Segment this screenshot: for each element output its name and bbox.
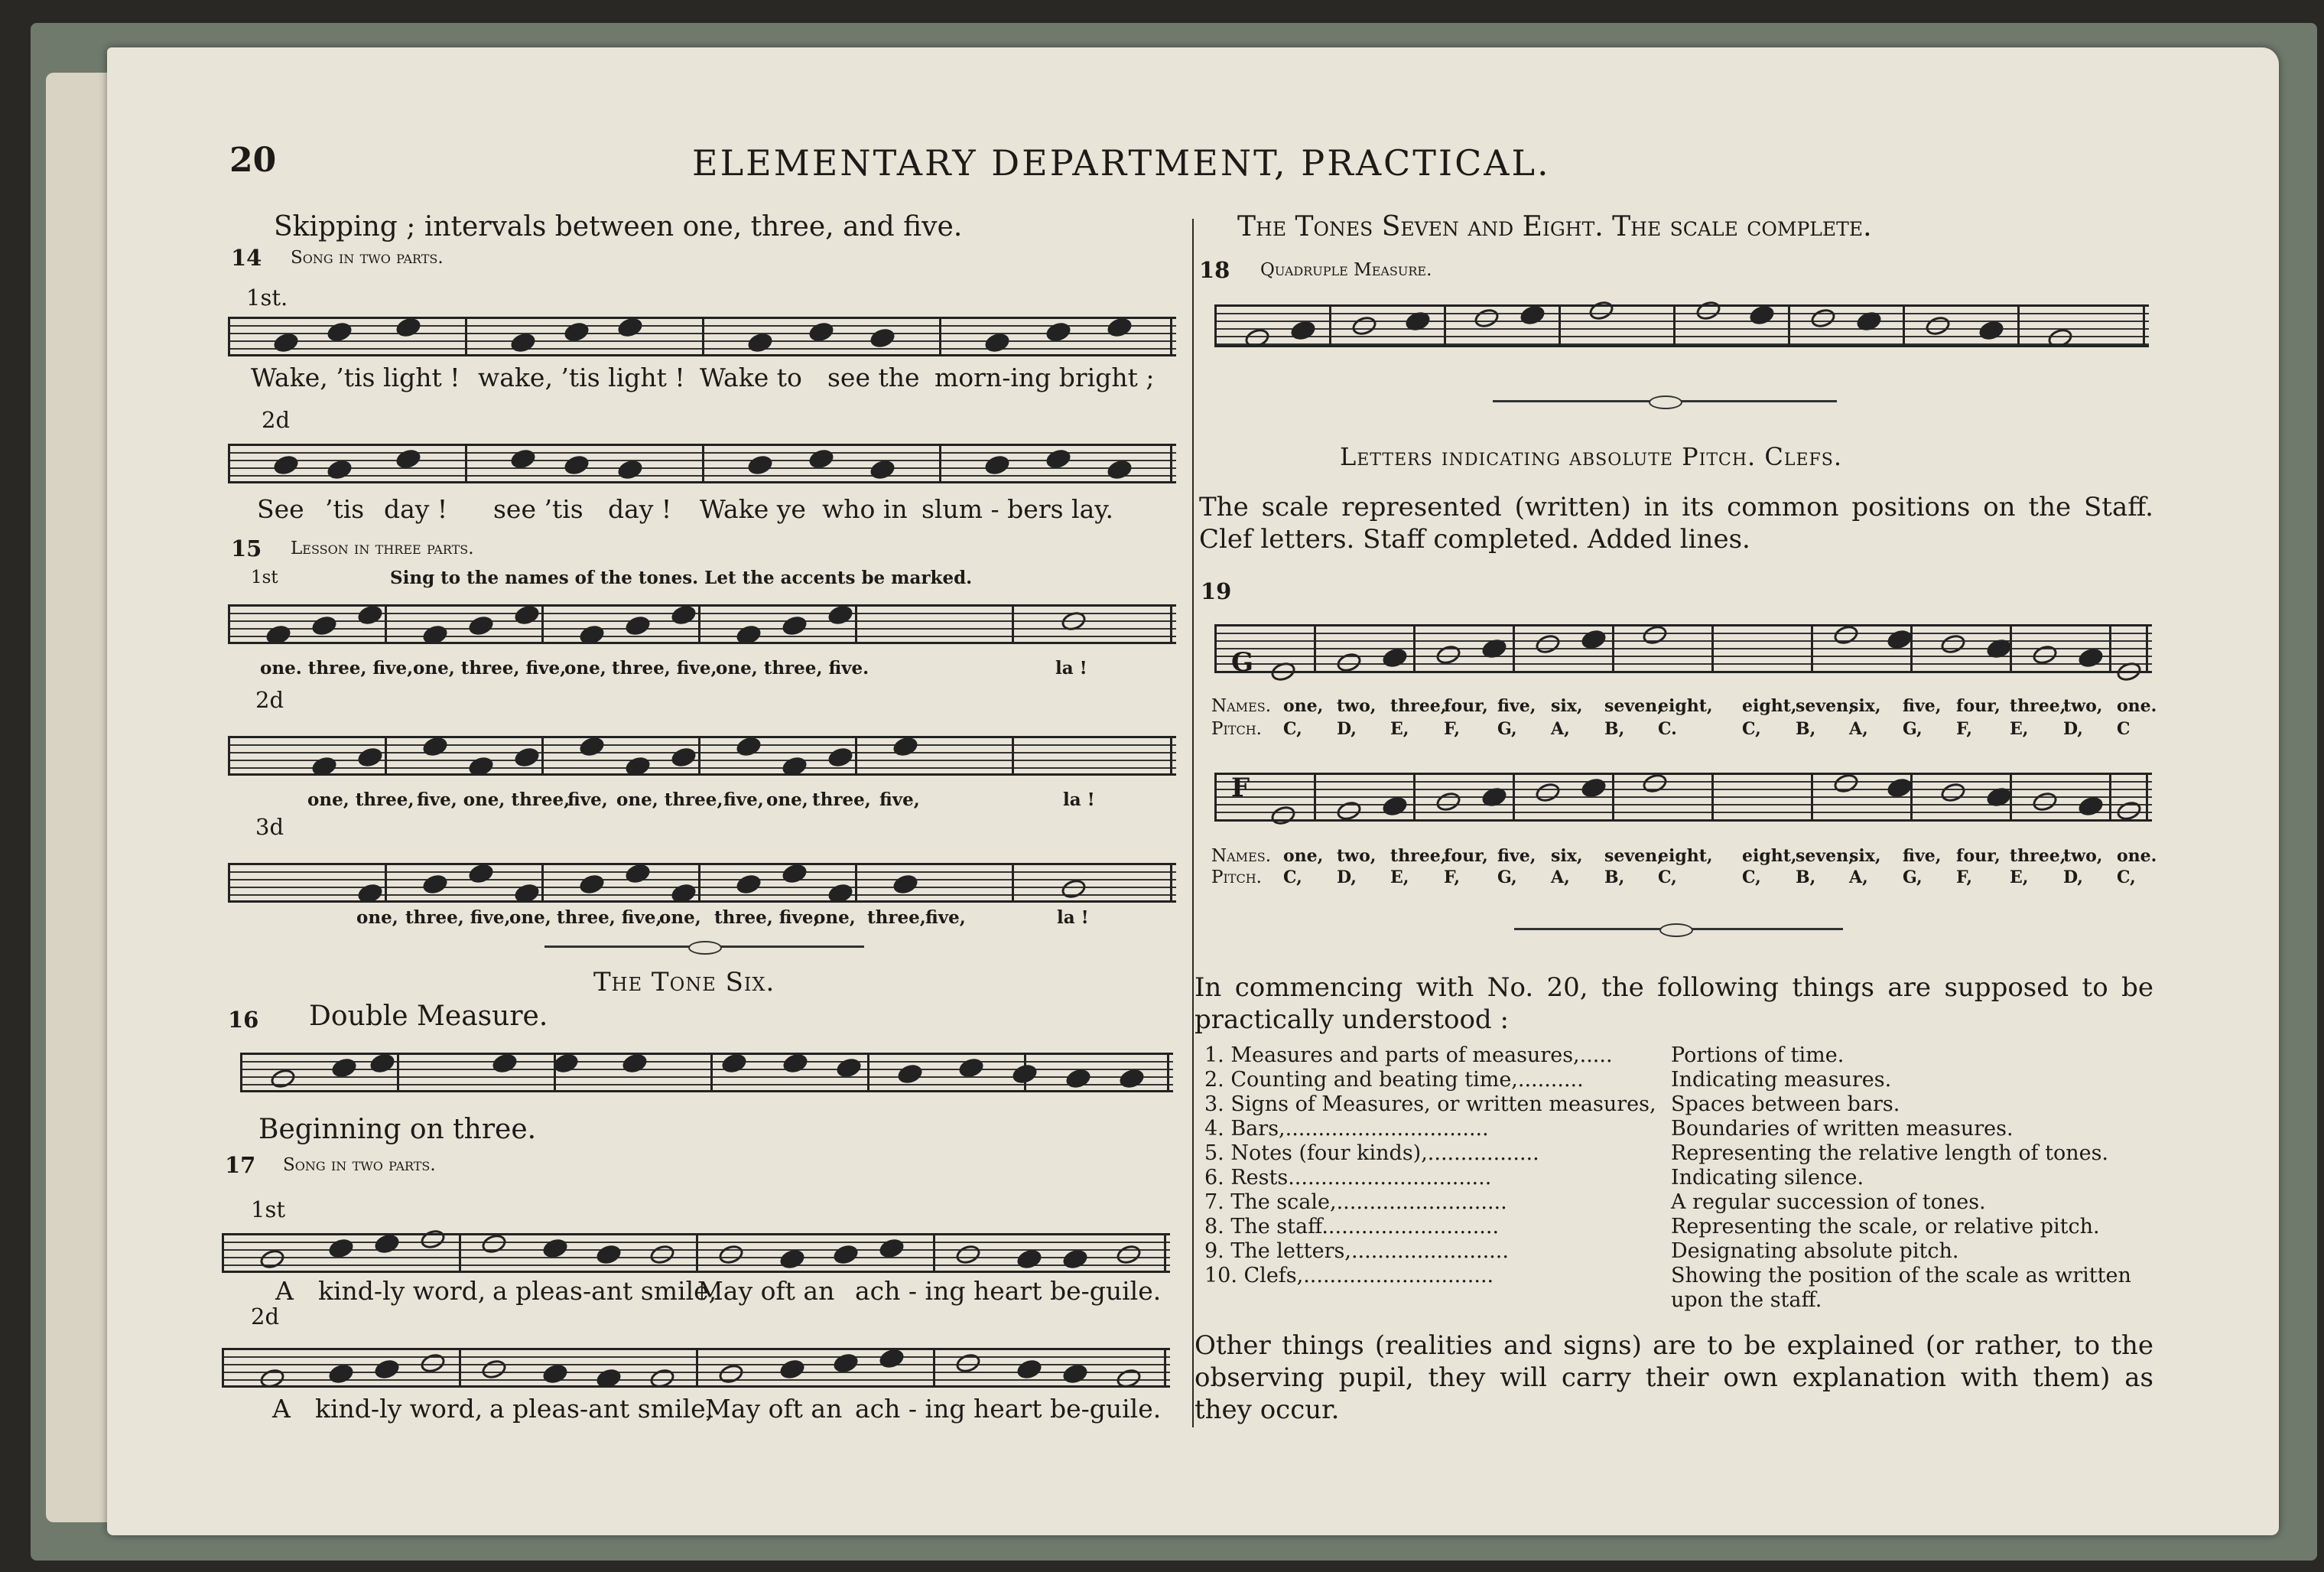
tone-name: seven, <box>1604 696 1663 716</box>
list-item-term: 2. Counting and beating time,.......... <box>1204 1068 1584 1092</box>
part-label-15-3d: 3d <box>255 814 284 840</box>
names-15-1-a: one. three, five, <box>260 658 414 679</box>
list-item <box>1204 1239 2153 1264</box>
part-label-17-2d: 2d <box>251 1303 280 1330</box>
pitch-row-1 <box>1283 719 2147 742</box>
list-item-term: 7. The scale,.......................... <box>1204 1190 1507 1214</box>
names-15-3-i: five, <box>925 907 966 928</box>
list-item-definition: Indicating measures. <box>1671 1068 1892 1092</box>
staff-19-g <box>1214 624 2152 673</box>
exercise-18-number: 18 <box>1199 257 1230 283</box>
lyrics-17-2-a: A <box>272 1394 291 1424</box>
part-label-2d: 2d <box>262 407 291 433</box>
pitch-letter: D, <box>2063 867 2083 887</box>
list-item-term: 1. Measures and parts of measures,..... <box>1204 1043 1613 1067</box>
lyrics-14-1-c: Wake to <box>700 363 802 392</box>
lyrics-17-2-b: kind-ly word, <box>315 1394 483 1424</box>
pitch-letter: C, <box>1742 867 1761 887</box>
other-things-paragraph: Other things (realities and signs) are to be explained (or rather, to the observing pupil, they will carry their own explanation with them) as they occur. <box>1195 1330 2153 1425</box>
names-15-3-g: one, <box>814 907 856 928</box>
f-clef-letter: F <box>1231 773 1250 803</box>
lyrics-14-2-g: who in <box>822 494 908 524</box>
tone-name: eight, <box>1658 846 1713 866</box>
pitch-letter: G, <box>1497 719 1517 739</box>
names-15-1-c: one, <box>564 658 606 679</box>
exercise-14-title: Song in two parts. <box>291 248 444 268</box>
lyrics-17-2-d: May oft an <box>705 1394 843 1424</box>
pitch-letter: E, <box>1390 719 1409 739</box>
lyrics-17-2-c: a pleas-ant smile, <box>489 1394 714 1424</box>
lyrics-14-2-h: slum - bers lay. <box>921 494 1113 524</box>
list-item <box>1204 1141 2153 1166</box>
tone-name: one. <box>2117 696 2157 716</box>
tone-name: four, <box>1956 846 2001 866</box>
names-label-1: Names. <box>1211 696 1272 716</box>
pitch-letter: F, <box>1444 867 1461 887</box>
exercise-19-number: 19 <box>1201 578 1232 604</box>
pitch-letter: A, <box>1849 719 1868 739</box>
lyrics-17-2-e: ach - ing heart be-guile. <box>855 1394 1162 1424</box>
names-15-2-d: one, three, <box>616 789 723 810</box>
part-label-15-2d: 2d <box>255 687 284 713</box>
pitch-letter: B, <box>1604 719 1625 739</box>
lyrics-14-2-c: day ! <box>384 494 448 524</box>
commencing-paragraph: In commencing with No. 20, the following things are supposed to be practically understood : <box>1195 972 2153 1035</box>
names-15-2-i: la ! <box>1063 789 1095 810</box>
tone-name: one, <box>1283 846 1324 866</box>
list-item-definition: Showing the position of the scale as written upon the staff. <box>1671 1264 2131 1312</box>
tone-name: six, <box>1849 846 1881 866</box>
tone-six-heading: The Tone Six. <box>593 967 775 998</box>
names-15-3-f: three, five, <box>714 907 820 928</box>
pitch-letter: A, <box>1551 719 1570 739</box>
exercise-15-number: 15 <box>231 535 262 561</box>
names-15-2-g: three, <box>812 789 871 810</box>
g-clef-letter: G <box>1231 647 1254 678</box>
tone-name: six, <box>1551 696 1583 716</box>
tone-name: eight, <box>1742 696 1797 716</box>
names-label-2: Names. <box>1211 846 1272 866</box>
beginning-on-three: Beginning on three. <box>258 1114 537 1145</box>
part-label-1st: 1st. <box>246 285 288 311</box>
names-15-2-e: five, <box>723 789 764 810</box>
lyrics-17-1-a: A <box>275 1276 294 1306</box>
lyrics-17-1-c: a pleas-ant smile, <box>492 1276 717 1306</box>
exercise-18-title: Quadruple Measure. <box>1260 260 1432 280</box>
pitch-letter: E, <box>2010 867 2029 887</box>
understood-list <box>1204 1043 2153 1313</box>
column-divider <box>1192 219 1194 1427</box>
tone-name: one. <box>2117 846 2157 866</box>
tone-name: eight, <box>1658 696 1713 716</box>
names-row-1 <box>1283 696 2157 719</box>
names-15-1-e: one, three, five. <box>716 658 869 679</box>
names-15-1-b: one, three, five, <box>413 658 567 679</box>
tone-name: three, <box>2010 696 2066 716</box>
list-item-term: 3. Signs of Measures, or written measures, <box>1204 1092 1656 1116</box>
pitch-letter: C, <box>1283 719 1302 739</box>
tone-name: five, <box>1903 696 1942 716</box>
part-label-17-1st: 1st <box>251 1196 285 1222</box>
tone-name: two, <box>2063 846 2103 866</box>
rule-ornament-2 <box>1649 395 1682 409</box>
pitch-letter: G, <box>1497 867 1517 887</box>
lyrics-14-1-e: morn-ing bright ; <box>934 363 1155 392</box>
tone-name: five, <box>1903 846 1942 866</box>
list-item-term: 9. The letters,........................ <box>1204 1239 1509 1263</box>
names-15-2-h: five, <box>879 789 920 810</box>
pitch-letter: C, <box>2117 867 2136 887</box>
names-15-3-e: one, <box>659 907 701 928</box>
lyrics-14-2-b: ’tis <box>325 494 365 524</box>
pitch-letter: C, <box>1658 867 1677 887</box>
names-15-3-d: three, five, <box>557 907 662 928</box>
lyrics-14-1-d: see the <box>827 363 920 392</box>
names-15-2-b: five, one, three, <box>417 789 570 810</box>
lyrics-14-2-e: day ! <box>608 494 672 524</box>
names-15-3-b: three, five, <box>405 907 511 928</box>
pitch-label-1: Pitch. <box>1211 719 1262 739</box>
tone-name: seven, <box>1796 846 1854 866</box>
names-15-2-a: one, three, <box>307 789 414 810</box>
lyrics-14-2-d: see ’tis <box>493 494 583 524</box>
tone-name: six, <box>1849 696 1881 716</box>
pitch-letter: F, <box>1956 867 1973 887</box>
rule-ornament-3 <box>1659 923 1693 937</box>
lyrics-14-2-a: See <box>257 494 304 524</box>
names-15-2-f: one, <box>766 789 808 810</box>
tone-name: four, <box>1444 696 1488 716</box>
pitch-letter: A, <box>1551 867 1570 887</box>
letters-pitch-heading: Letters indicating absolute Pitch. Clefs. <box>1340 442 1843 471</box>
staff-15-3 <box>228 863 1176 903</box>
names-15-1-d: three, five, <box>612 658 717 679</box>
pitch-letter: C, <box>1742 719 1761 739</box>
names-15-3-a: one, <box>356 907 398 928</box>
staff-15-2 <box>228 736 1176 776</box>
list-item-definition: Designating absolute pitch. <box>1671 1239 1959 1263</box>
pitch-row-2 <box>1283 867 2147 890</box>
exercise-15-instruction: Sing to the names of the tones. Let the accents be marked. <box>390 568 973 588</box>
list-item <box>1204 1166 2153 1190</box>
names-15-2-c: five, <box>567 789 608 810</box>
page-header-title: ELEMENTARY DEPARTMENT, PRACTICAL. <box>692 142 1551 184</box>
staff-15-1 <box>228 604 1176 644</box>
tone-name: one, <box>1283 696 1324 716</box>
list-item <box>1204 1190 2153 1215</box>
pitch-letter: C. <box>1658 719 1677 739</box>
tone-name: three, <box>2010 846 2066 866</box>
rule-ornament <box>688 941 722 955</box>
list-item <box>1204 1264 2153 1313</box>
pitch-letter: G, <box>1903 867 1923 887</box>
pitch-letter: B, <box>1796 867 1816 887</box>
list-item-definition: Boundaries of written measures. <box>1671 1117 2014 1141</box>
list-item-definition: A regular succession of tones. <box>1671 1190 1986 1214</box>
list-item-definition: Indicating silence. <box>1671 1166 1864 1190</box>
pitch-letter: D, <box>1337 867 1357 887</box>
names-row-2 <box>1283 846 2157 869</box>
tone-name: four, <box>1444 846 1488 866</box>
names-15-3-h: three, <box>867 907 926 928</box>
tone-name: two, <box>2063 696 2103 716</box>
pitch-letter: F, <box>1444 719 1461 739</box>
tone-name: five, <box>1497 696 1536 716</box>
lyrics-14-1-a: Wake, ’tis light ! <box>251 363 460 392</box>
list-item <box>1204 1092 2153 1117</box>
tone-name: six, <box>1551 846 1583 866</box>
pitch-letter: D, <box>2063 719 2083 739</box>
pitch-letter: C <box>2117 719 2131 739</box>
tone-name: five, <box>1497 846 1536 866</box>
list-item-term: 4. Bars,............................... <box>1204 1117 1489 1141</box>
names-15-3-j: la ! <box>1057 907 1089 928</box>
list-item-definition: Portions of time. <box>1671 1043 1845 1067</box>
exercise-16-number: 16 <box>228 1007 259 1033</box>
pitch-letter: E, <box>2010 719 2029 739</box>
pitch-letter: B, <box>1604 867 1625 887</box>
lyrics-17-1-e: ach - ing heart be-guile. <box>855 1276 1162 1306</box>
tone-name: eight, <box>1742 846 1797 866</box>
list-item-term: 10. Clefs,............................. <box>1204 1264 1494 1287</box>
exercise-17-number: 17 <box>225 1152 256 1178</box>
tone-name: four, <box>1956 696 2001 716</box>
tone-name: two, <box>1337 696 1377 716</box>
page-number: 20 <box>229 141 277 180</box>
list-item-definition: Spaces between bars. <box>1671 1092 1900 1116</box>
pitch-letter: C, <box>1283 867 1302 887</box>
lyrics-14-2-f: Wake ye <box>700 494 806 524</box>
exercise-14-number: 14 <box>231 245 262 271</box>
pitch-label-2: Pitch. <box>1211 867 1262 887</box>
staff-14-1 <box>228 317 1176 356</box>
skipping-heading: Skipping ; intervals between one, three, and five. <box>274 211 963 242</box>
lyrics-14-1-b: wake, ’tis light ! <box>478 363 685 392</box>
staff-17-2 <box>222 1348 1170 1388</box>
pitch-letter: A, <box>1849 867 1868 887</box>
exercise-15-title: Lesson in three parts. <box>291 539 474 558</box>
tone-name: seven, <box>1604 846 1663 866</box>
scale-paragraph: The scale represented (written) in its common positions on the Staff. Clef letters. Staff completed. Added lines. <box>1199 492 2153 555</box>
pitch-letter: G, <box>1903 719 1923 739</box>
tone-name: three, <box>1390 696 1447 716</box>
pitch-letter: D, <box>1337 719 1357 739</box>
lyrics-17-1-b: kind-ly word, <box>318 1276 486 1306</box>
list-item <box>1204 1117 2153 1141</box>
list-item <box>1204 1068 2153 1092</box>
names-15-3-c: one, <box>509 907 551 928</box>
exercise-16-title: Double Measure. <box>309 1001 548 1032</box>
part-label-15-1st: 1st <box>251 568 278 587</box>
pitch-letter: B, <box>1796 719 1816 739</box>
tone-name: two, <box>1337 846 1377 866</box>
staff-17-1 <box>222 1233 1170 1273</box>
staff-14-2 <box>228 444 1176 483</box>
list-item <box>1204 1043 2153 1068</box>
list-item-term: 6. Rests............................... <box>1204 1166 1492 1190</box>
tones-seven-eight-heading: The Tones Seven and Eight. The scale complete. <box>1237 211 1872 242</box>
tone-name: three, <box>1390 846 1447 866</box>
staff-16 <box>240 1053 1173 1092</box>
staff-18 <box>1214 304 2149 347</box>
names-15-1-f: la ! <box>1055 658 1087 679</box>
exercise-17-title: Song in two parts. <box>283 1155 436 1175</box>
list-item-definition: Representing the scale, or relative pitch. <box>1671 1215 2100 1238</box>
list-item-definition: Representing the relative length of tones. <box>1671 1141 2109 1165</box>
staff-19-f <box>1214 773 2152 822</box>
pitch-letter: E, <box>1390 867 1409 887</box>
pitch-letter: F, <box>1956 719 1973 739</box>
list-item <box>1204 1215 2153 1239</box>
tone-name: seven, <box>1796 696 1854 716</box>
list-item-term: 5. Notes (four kinds),................. <box>1204 1141 1539 1165</box>
list-item-term: 8. The staff........................... <box>1204 1215 1500 1238</box>
lyrics-17-1-d: May oft an <box>697 1276 835 1306</box>
